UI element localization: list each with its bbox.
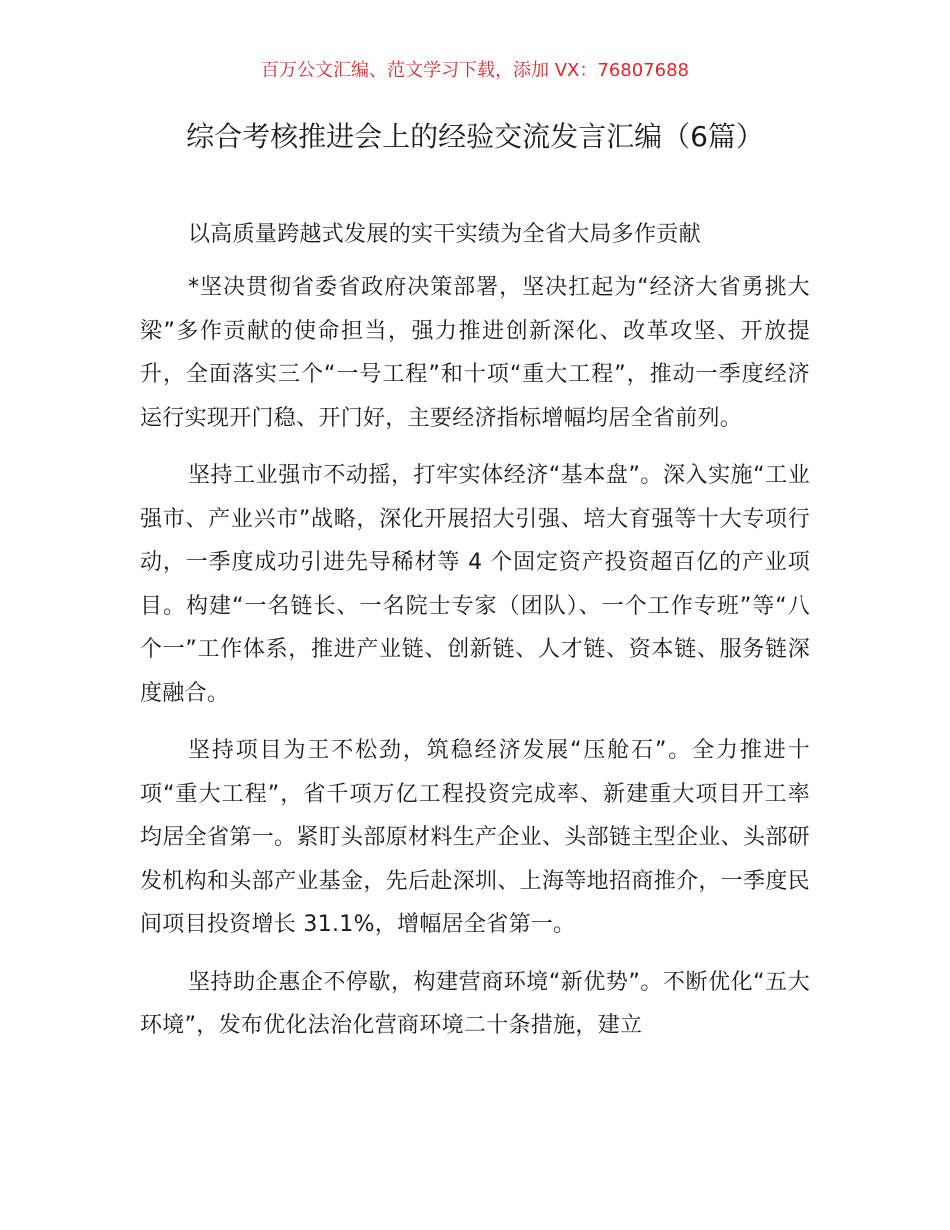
body-paragraph: 坚持工业强市不动摇，打牢实体经济“基本盘”。深入实施“工业强市、产业兴市”战略，深化开展招大引强、培大育强等十大专项行动，一季度成功引进先导稀材等 4 个固定资产投资超百亿的产业项目。构建“一名链长、一名院士专家（团队）、一个工作专班”等“八个一”工作体系，推进产业链、创新链、人才链、资本链、服务链深度融合。 — [140, 463, 810, 706]
body-paragraph: *坚决贯彻省委省政府决策部署，坚决扛起为“经济大省勇挑大梁”多作贡献的使命担当，强力推进创新深化、改革攻坚、开放提升，全面落实三个“一号工程”和十项“重大工程”，推动一季度经济运行实现开门稳、开门好，主要经济指标增幅均居全省前列。 — [140, 275, 810, 431]
document-body — [140, 266, 810, 1062]
body-paragraph: 坚持助企惠企不停歇，构建营商环境“新优势”。不断优化“五大环境”，发布优化法治化营商环境二十条措施，建立 — [140, 969, 810, 1038]
body-paragraph: 坚持项目为王不松劲，筑稳经济发展“压舱石”。全力推进十项“重大工程”，省千项万亿工程投资完成率、新建重大项目开工率均居全省第一。紧盯头部原材料生产企业、头部链主型企业、头部研发机构和头部产业基金，先后赴深圳、上海等地招商推介，一季度民间项目投资增长 31.1%，增幅居全省第一。 — [140, 738, 810, 937]
watermark-banner: 百万公文汇编、范文学习下载，添加 VX：76807688 — [261, 60, 689, 81]
document-title: 综合考核推进会上的经验交流发言汇编（6篇） — [186, 120, 764, 153]
document-subtitle: 以高质量跨越式发展的实干实绩为全省大局多作贡献 — [188, 222, 701, 247]
